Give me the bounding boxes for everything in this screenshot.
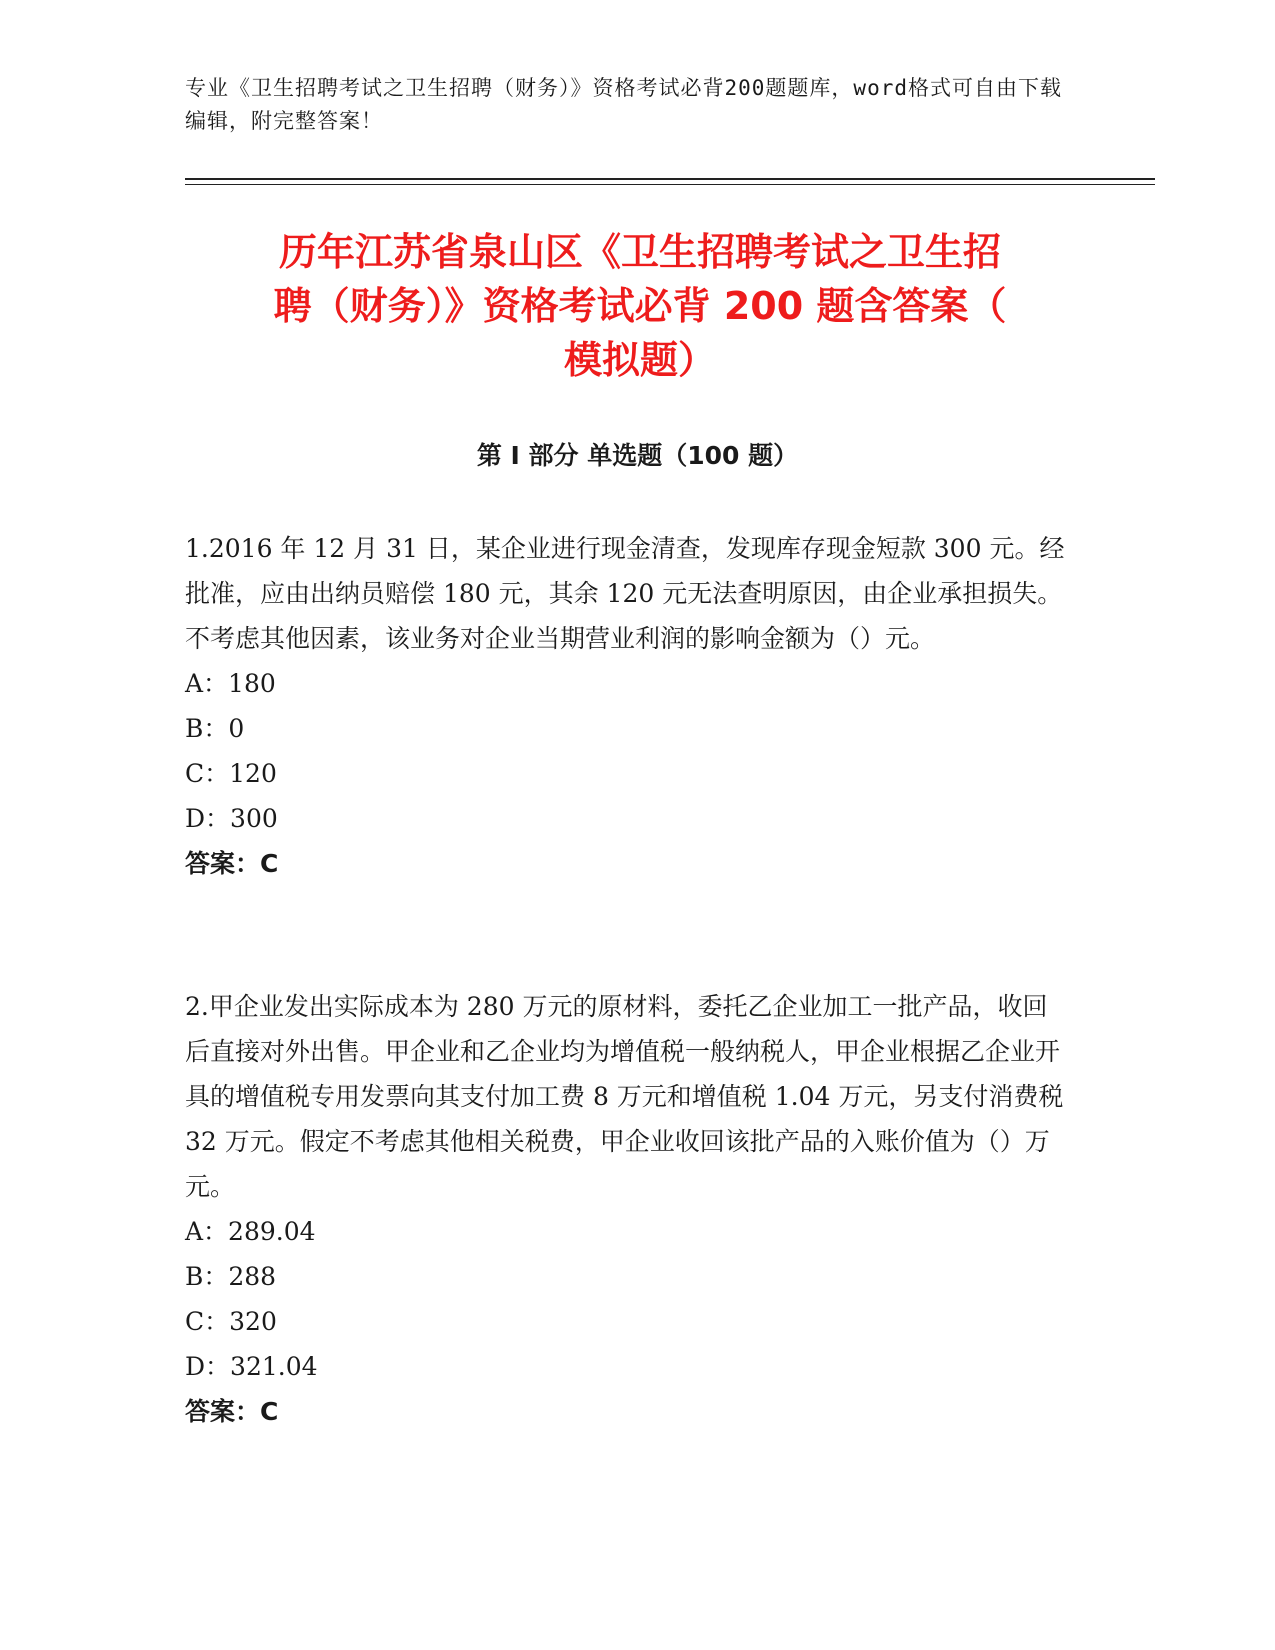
option-a: A：289.04 — [185, 1217, 316, 1246]
title-line-1: 历年江苏省泉山区《卫生招聘考试之卫生招 — [278, 230, 1001, 274]
section-title: 第 I 部分 单选题（100 题） — [476, 441, 799, 470]
option-d: D：300 — [185, 804, 278, 833]
title-line-3: 模拟题） — [563, 338, 716, 382]
option-b: B：288 — [185, 1262, 277, 1291]
answer: 答案：C — [185, 849, 279, 878]
header-rule-thin — [185, 184, 1155, 185]
question-1 — [185, 526, 1065, 887]
header-note: 专业《卫生招聘考试之卫生招聘（财务）》资格考试必背200题题库，word格式可自由下载编辑，附完整答案！ — [185, 76, 1062, 133]
option-c: C：120 — [185, 759, 277, 788]
question-2 — [185, 984, 1065, 1435]
option-b: B：0 — [185, 714, 245, 743]
question-stem: 2.甲企业发出实际成本为 280 万元的原材料，委托乙企业加工一批产品，收回后直接对外出售。甲企业和乙企业均为增值税一般纳税人，甲企业根据乙企业开具的增值税专用发票向其支付加工费 8 万元和增值税 1.04 万元，另支付消费税 32 万元。假定不考虑其他相关税费，甲企业收回该批产品的入账价值为（）万元。 — [185, 992, 1064, 1201]
option-a: A：180 — [185, 669, 276, 698]
header-rule-thick — [185, 178, 1155, 180]
document-title — [190, 225, 1090, 387]
option-c: C：320 — [185, 1307, 277, 1336]
question-stem: 1.2016 年 12 月 31 日，某企业进行现金清查，发现库存现金短款 300 元。经批准，应由出纳员赔偿 180 元，其余 120 元无法查明原因，由企业承担损失。不考虑其他因素，该业务对企业当期营业利润的影响金额为（）元。 — [185, 534, 1065, 653]
title-line-2: 聘（财务）》资格考试必背 200 题含答案（ — [273, 284, 1007, 328]
option-d: D：321.04 — [185, 1352, 318, 1381]
answer: 答案：C — [185, 1397, 279, 1426]
